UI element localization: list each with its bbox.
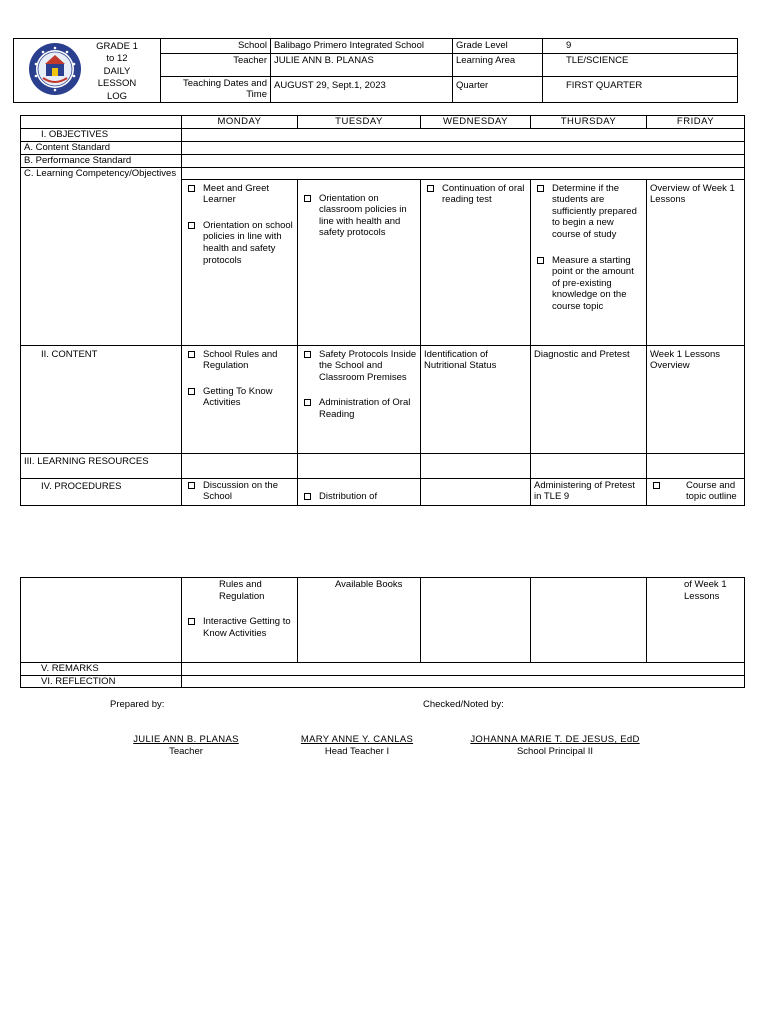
section-content: II. CONTENT [21,345,182,453]
checkbox-item: Discussion on the School [185,480,294,503]
school-value: Balibago Primero Integrated School [271,39,453,54]
procedures-tuesday [298,478,421,505]
checkbox-item: School Rules and Regulation [185,349,294,372]
procedures-continued-label [21,578,182,663]
checkbox-item: Distribution of [301,491,417,503]
procedure-text: Available Books [335,579,403,590]
competency-wednesday [421,179,531,345]
procedures-friday-continued [647,578,745,663]
grade-line: DAILY [103,65,131,77]
principal-role: School Principal II [516,745,594,757]
checked-by-label: Checked/Noted by: [423,699,504,710]
learning-area-value: TLE/SCIENCE [543,53,738,76]
signature-head-teacher [287,734,427,757]
content-tuesday [298,345,421,453]
header-table [13,38,738,103]
procedure-text: of Week 1 Lessons [684,579,727,602]
resources-tuesday [298,453,421,478]
day-header-friday: FRIDAY [647,116,745,129]
teacher-role: Teacher [169,745,203,757]
content-monday [182,345,298,453]
resources-friday [647,453,745,478]
procedures-thursday: Administering of Pretest in TLE 9 [531,478,647,505]
grade-line: LOG [106,90,128,102]
grade-line: GRADE 1 [96,41,138,52]
signature-principal [455,734,655,757]
lesson-table-continued [20,577,745,688]
checkbox-item: Course and topic outline [650,480,741,503]
grade-level-value: 9 [543,39,738,54]
section-reflection: VI. REFLECTION [21,675,182,688]
head-teacher-name: MARY ANNE Y. CANLAS [300,734,414,745]
content-thursday: Diagnostic and Pretest [531,345,647,453]
checkbox-item: Getting To Know Activities [185,386,294,409]
resources-thursday [531,453,647,478]
deped-seal-icon [28,42,82,96]
teacher-label: Teacher [161,53,271,76]
head-teacher-role: Head Teacher I [324,745,390,757]
section-learning-competency: C. Learning Competency/Objectives [21,167,182,345]
reflection-row [182,675,745,688]
checkbox-item: Orientation on classroom policies in line with health and safety protocols [301,193,417,239]
competency-friday: Overview of Week 1 Lessons [647,179,745,345]
resources-monday [182,453,298,478]
checkbox-item: Orientation on school policies in line with health and safety protocols [185,220,294,266]
competency-monday [182,179,298,345]
checkbox-item: Administration of Oral Reading [301,397,417,420]
corner-cell [21,116,182,129]
competency-thursday [531,179,647,345]
quarter-value: FIRST QUARTER [543,76,738,102]
checkbox-item: Interactive Getting to Know Activities [185,616,294,639]
resources-wednesday [421,453,531,478]
competency-spacer [182,167,745,179]
objectives-row [182,128,745,141]
procedures-monday-continued [182,578,298,663]
procedure-text: Rules and Regulation [219,579,265,602]
day-header-thursday: THURSDAY [531,116,647,129]
teacher-value: JULIE ANN B. PLANAS [271,53,453,76]
grade-title [86,41,148,102]
procedures-monday [182,478,298,505]
checkbox-item: Meet and Greet Learner [185,183,294,206]
procedures-friday [647,478,745,505]
section-learning-resources: III. LEARNING RESOURCES [21,453,182,478]
day-header-wednesday: WEDNESDAY [421,116,531,129]
checkbox-item: Safety Protocols Inside the School and Classroom Premises [301,349,417,384]
prepared-by-label: Prepared by: [110,699,165,710]
procedures-wednesday [421,478,531,505]
section-remarks: V. REMARKS [21,663,182,676]
logo-cell [14,39,161,103]
content-friday: Week 1 Lessons Overview [647,345,745,453]
section-performance-standard: B. Performance Standard [21,154,182,167]
day-header-monday: MONDAY [182,116,298,129]
checkbox-item: Determine if the students are sufficiently prepared to begin a new course of study [534,183,643,241]
teacher-name: JULIE ANN B. PLANAS [133,734,239,745]
procedures-wednesday-continued [421,578,531,663]
grade-line: LESSON [97,78,137,90]
lesson-table [20,115,745,506]
checkbox-item: Continuation of oral reading test [424,183,527,206]
section-content-standard: A. Content Standard [21,141,182,154]
checkbox-item: Measure a starting point or the amount of pre-existing knowledge on the course topic [534,255,643,313]
grade-level-label: Grade Level [453,39,543,54]
signature-teacher [116,734,256,757]
procedures-thursday-continued [531,578,647,663]
section-procedures: IV. PROCEDURES [21,478,182,505]
content-standard-row [182,141,745,154]
dates-label: Teaching Dates and Time [161,76,271,102]
content-wednesday: Identification of Nutritional Status [421,345,531,453]
remarks-row [182,663,745,676]
competency-tuesday [298,179,421,345]
day-header-tuesday: TUESDAY [298,116,421,129]
grade-line: to 12 [106,53,128,65]
section-objectives: I. OBJECTIVES [21,128,182,141]
school-label: School [161,39,271,54]
dates-value: AUGUST 29, Sept.1, 2023 [271,76,453,102]
principal-name: JOHANNA MARIE T. DE JESUS, EdD [470,734,640,745]
learning-area-label: Learning Area [453,53,543,76]
performance-standard-row [182,154,745,167]
procedures-tuesday-continued [298,578,421,663]
quarter-label: Quarter [453,76,543,102]
